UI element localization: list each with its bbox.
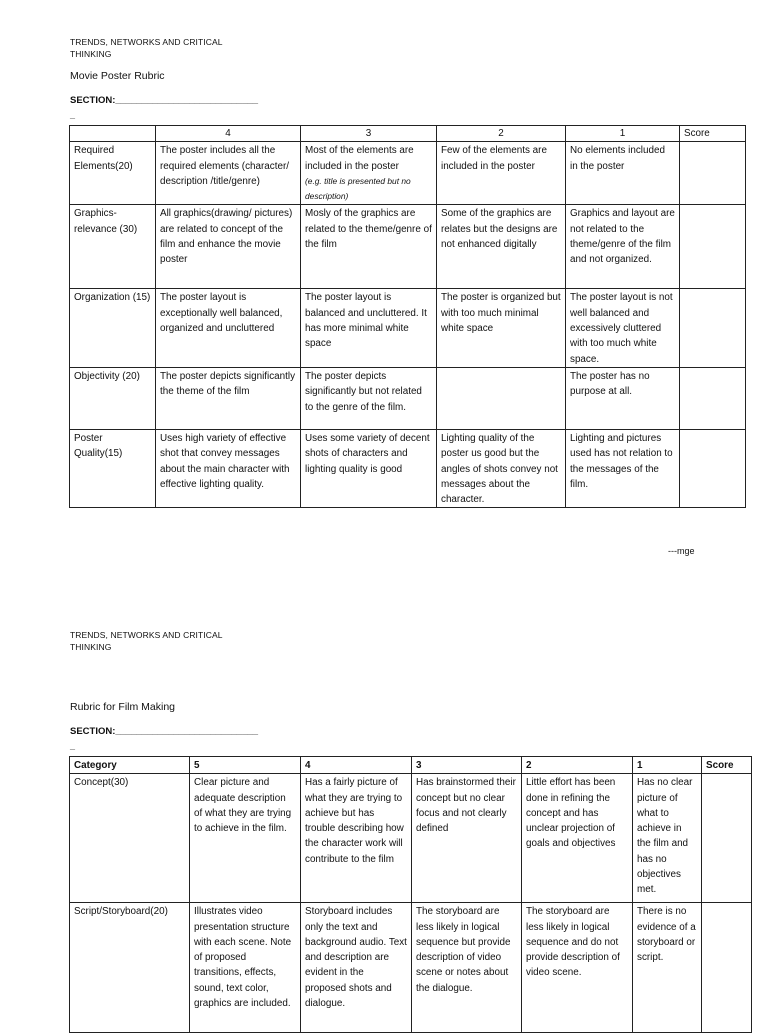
level-2-cell: Lighting quality of the poster us good but the angles of shots convey not messages about the character. [437, 429, 566, 507]
level-3-cell: The storyboard are less likely in logical sequence but provide description of video scene or notes about the dialogue. [412, 903, 522, 1033]
level-1-cell: Has no clear picture of what to achieve in the film and has no objectives met. [633, 774, 702, 903]
score-cell [702, 903, 752, 1033]
level-4-cell: Uses high variety of effective shot that convey messages about the main character with effective lighting quality. [156, 429, 301, 507]
level-3-cell [301, 142, 437, 205]
course-header-line1: TRENDS, NETWORKS AND CRITICAL [70, 630, 223, 640]
level-2-cell [437, 367, 566, 429]
course-header-1 [70, 36, 223, 60]
score-cell [702, 774, 752, 903]
criterion-cell: Objectivity (20) [70, 367, 156, 429]
header-cell-3: 3 [301, 126, 437, 142]
section-blank-tail: _ [70, 741, 76, 751]
level-3-cell: Uses some variety of decent shots of characters and lighting quality is good [301, 429, 437, 507]
rubric-title-2: Rubric for Film Making [70, 701, 176, 713]
header-cell-1: 1 [633, 757, 702, 774]
level-4-cell: Has a fairly picture of what they are trying to achieve but has trouble describing how the character work will contribute to the film [301, 774, 412, 903]
criterion-cell: Script/Storyboard(20) [70, 903, 190, 1033]
header-cell-criteria [70, 126, 156, 142]
level-4-cell: Storyboard includes only the text and background audio. Text and description are evident in the proposed shots and dialogue. [301, 903, 412, 1033]
level-3-cell: The poster layout is balanced and uncluttered. It has more minimal white space [301, 289, 437, 367]
rubric-title-1: Movie Poster Rubric [70, 70, 165, 82]
course-header-2 [70, 629, 223, 653]
section-blank-line: ___________________________ [115, 726, 259, 737]
level-5-cell: Clear picture and adequate description of what they are trying to achieve in the film. [190, 774, 301, 903]
criterion-cell: Graphics- relevance (30) [70, 205, 156, 289]
criterion-cell: Organization (15) [70, 289, 156, 367]
header-cell-5: 5 [190, 757, 301, 774]
level-1-cell: Lighting and pictures used has not relation to the messages of the film. [566, 429, 680, 507]
header-cell-score: Score [680, 126, 746, 142]
table-row [70, 774, 752, 903]
score-cell [680, 205, 746, 289]
level-1-cell: There is no evidence of a storyboard or script. [633, 903, 702, 1033]
level-4-cell: The poster includes all the required elements (character/ description /title/genre) [156, 142, 301, 205]
header-cell-2: 2 [522, 757, 633, 774]
table-row [70, 429, 746, 507]
table-row [70, 367, 746, 429]
header-cell-2: 2 [437, 126, 566, 142]
level-2-cell: The poster is organized but with too much minimal white space [437, 289, 566, 367]
level-5-cell: Illustrates video presentation structure with each scene. Note of proposed transitions, effects, sound, text color, graphics are included. [190, 903, 301, 1033]
table-header-row [70, 757, 752, 774]
table-row [70, 142, 746, 205]
section-field-1 [70, 95, 258, 106]
section-label: SECTION: [70, 95, 116, 106]
movie-poster-rubric-table [69, 125, 746, 508]
level-2-cell: Some of the graphics are relates but the designs are not enhanced digitally [437, 205, 566, 289]
course-header-line2: THINKING [70, 49, 112, 59]
level-4-cell: The poster depicts significantly the theme of the film [156, 367, 301, 429]
criterion-cell: Poster Quality(15) [70, 429, 156, 507]
score-cell [680, 142, 746, 205]
table-row [70, 289, 746, 367]
level-3-text: Most of the elements are included in the poster [305, 145, 414, 172]
level-1-cell: The poster layout is not well balanced and excessively cluttered with too much white space. [566, 289, 680, 367]
criterion-cell: Required Elements(20) [70, 142, 156, 205]
section-blank-line: ___________________________ [115, 95, 259, 106]
table-header-row [70, 126, 746, 142]
header-cell-category: Category [70, 757, 190, 774]
header-cell-1: 1 [566, 126, 680, 142]
score-cell [680, 289, 746, 367]
header-cell-score: Score [702, 757, 752, 774]
course-header-line1: TRENDS, NETWORKS AND CRITICAL [70, 37, 223, 47]
section-blank-tail: _ [70, 110, 76, 120]
section-field-2 [70, 726, 258, 737]
level-2-cell: Few of the elements are included in the poster [437, 142, 566, 205]
header-cell-4: 4 [156, 126, 301, 142]
film-making-rubric-table [69, 756, 752, 1033]
score-cell [680, 429, 746, 507]
level-4-cell: All graphics(drawing/ pictures) are related to concept of the film and enhance the movie poster [156, 205, 301, 289]
table-row [70, 205, 746, 289]
author-initials: ---mge [668, 546, 695, 556]
header-cell-4: 4 [301, 757, 412, 774]
level-3-cell: Mosly of the graphics are related to the theme/genre of the film [301, 205, 437, 289]
level-2-cell: The storyboard are less likely in logical sequence and do not provide description of video scene. [522, 903, 633, 1033]
level-3-cell: Has brainstormed their concept but no clear focus and not clearly defined [412, 774, 522, 903]
level-1-cell: No elements included in the poster [566, 142, 680, 205]
level-4-cell: The poster layout is exceptionally well balanced, organized and uncluttered [156, 289, 301, 367]
course-header-line2: THINKING [70, 642, 112, 652]
criterion-cell: Concept(30) [70, 774, 190, 903]
example-note: (e.g. title is presented but no description) [305, 175, 411, 202]
score-cell [680, 367, 746, 429]
level-1-cell: Graphics and layout are not related to the theme/genre of the film and not organized. [566, 205, 680, 289]
header-cell-3: 3 [412, 757, 522, 774]
section-label: SECTION: [70, 726, 116, 737]
table-row [70, 903, 752, 1033]
level-1-cell: The poster has no purpose at all. [566, 367, 680, 429]
level-3-cell: The poster depicts significantly but not related to the genre of the film. [301, 367, 437, 429]
level-2-cell: Little effort has been done in refining the concept and has unclear projection of goals and objectives [522, 774, 633, 903]
